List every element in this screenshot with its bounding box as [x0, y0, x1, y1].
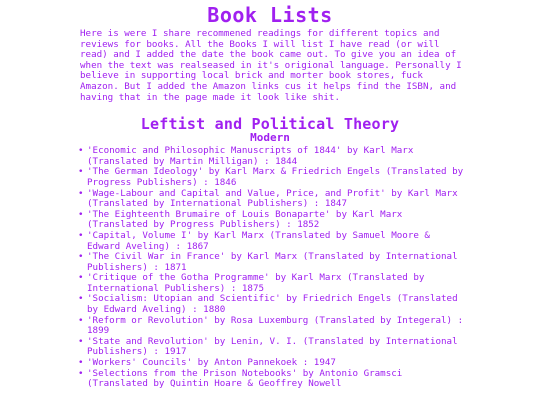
section-title: Leftist and Political Theory: [140, 115, 400, 134]
book-entry: 'The German Ideology' by Karl Marx & Friedrich Engels (Translated by Progress Publishers) : 1846: [87, 166, 464, 188]
bullet-icon: •: [78, 208, 84, 220]
list-item: [78, 145, 467, 167]
bullet-icon: •: [78, 166, 84, 178]
book-entry: 'State and Revolution' by Lenin, V. I. (Translated by International Publishers) : 1917: [87, 335, 458, 358]
list-item: [78, 293, 467, 316]
intro-paragraph: Here is were I share recommened readings for different topics and reviews for books. All the Books I will list I have read (or will read) and I added the date the book came out. To give you an idea of when the text was realseased in it's origional language. Personally I believe in supporting local brick and morter book stores, fuck Amazon. But I added the Amazon links cus it helps find the ISBN, and having that in the page made it look like shit.: [80, 28, 462, 103]
bullet-icon: •: [78, 293, 84, 305]
book-entry: 'Selections from the Prison Notebooks' by Antonio Gramsci (Translated by Quintin Hoare & Geoffrey Nowell: [87, 367, 403, 390]
bullet-icon: •: [78, 229, 84, 241]
list-item: [78, 208, 467, 231]
bullet-icon: •: [78, 357, 84, 369]
list-item: [78, 166, 467, 188]
bullet-icon: •: [78, 314, 84, 326]
book-entry: 'Reform or Revolution' by Rosa Luxemburg (Translated by Integeral) : 1899: [87, 314, 464, 337]
list-item: [78, 229, 467, 252]
bullet-icon: •: [78, 272, 84, 284]
bullet-icon: •: [78, 335, 84, 347]
page-title: Book Lists: [207, 3, 333, 27]
bullet-icon: •: [78, 187, 84, 199]
book-entry: 'Workers' Councils' by Anton Pannekoek : 1947: [87, 357, 336, 369]
book-entry: 'Capital, Volume I' by Karl Marx (Translated by Samuel Moore & Edward Aveling) : 1867: [87, 229, 430, 252]
bullet-icon: •: [78, 367, 84, 379]
bullet-icon: •: [78, 251, 84, 263]
book-entry: 'Wage-Labour and Capital and Value, Price, and Profit' by Karl Marx (Translated by International Publishers) : 1847: [87, 187, 458, 210]
book-entry: 'Critique of the Gotha Programme' by Karl Marx (Translated by International Publishers) : 1875: [87, 272, 425, 294]
list-item: [78, 272, 467, 294]
book-entry: 'Socialism: Utopian and Scientific' by Friedrich Engels (Translated by Edward Aveling) : 1880: [87, 293, 458, 316]
book-entry: 'The Eighteenth Brumaire of Louis Bonaparte' by Karl Marx (Translated by Progress Publishers) : 1852: [87, 208, 403, 231]
book-entry: 'Economic and Philosophic Manuscripts of 1844' by Karl Marx (Translated by Martin Milligan) : 1844: [87, 145, 414, 167]
list-item: [78, 187, 467, 210]
bullet-icon: •: [78, 145, 84, 157]
list-item: [78, 251, 467, 273]
list-item: [78, 367, 467, 390]
book-list: [0, 146, 467, 390]
book-entry: 'The Civil War in France' by Karl Marx (Translated by International Publishers) : 1871: [87, 251, 458, 273]
subsection-title: Modern: [250, 131, 290, 145]
list-item: [78, 314, 467, 337]
list-item: [78, 335, 467, 358]
